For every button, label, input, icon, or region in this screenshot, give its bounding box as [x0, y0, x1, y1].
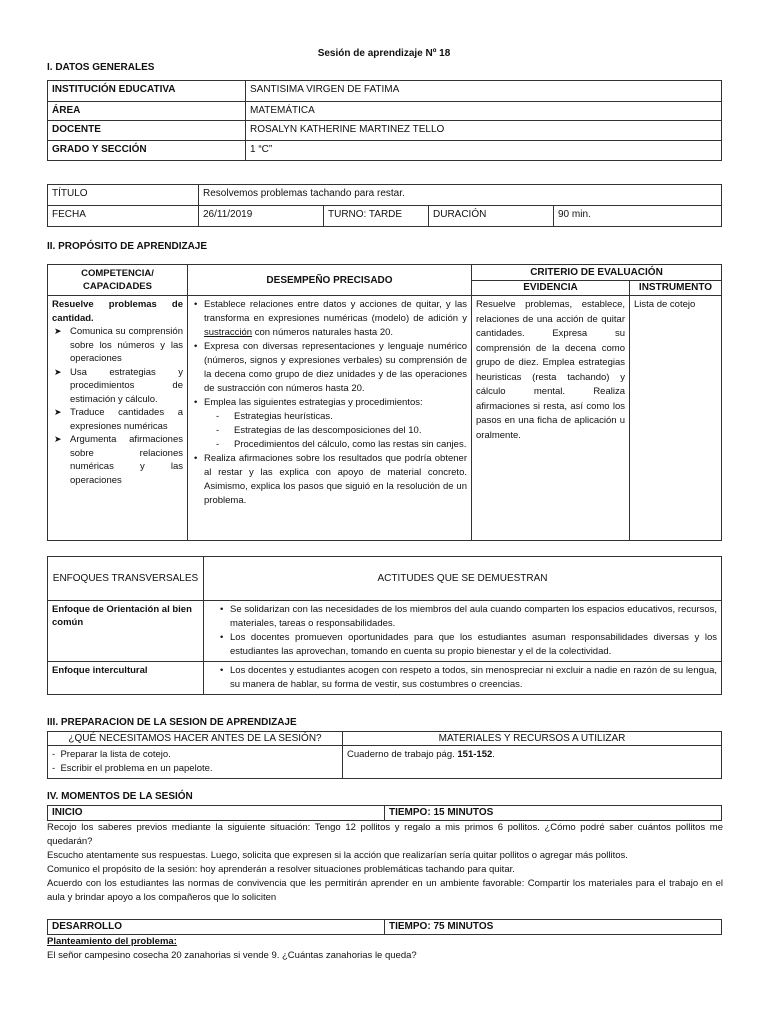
inicio-tiempo: TIEMPO: 15 MINUTOS — [385, 806, 722, 821]
inicio-paragraph: Comunico el propósito de la sesión: hoy aprenderán a resolver situaciones problemáticas tachando para quitar. — [47, 864, 515, 875]
header-competencia: COMPETENCIA/ CAPACIDADES — [48, 265, 188, 296]
desempeno-cell — [188, 296, 472, 541]
desempeno-item: • Expresa con diversas representaciones y lenguaje numérico (números, signos y expresiones verbales) su comprensión de la decena como grupo de diez unidades y de las operaciones de sustracción con números hasta 20. — [204, 340, 467, 396]
proposito-table — [47, 264, 722, 541]
desarrollo-content — [47, 935, 723, 963]
capacidades-list — [52, 325, 183, 487]
desarrollo-tiempo: TIEMPO: 75 MINUTOS — [385, 920, 722, 935]
actitudes-list — [218, 664, 717, 692]
capacidad-item: ➤ Usa estrategias y procedimientos de estimación y cálculo. — [70, 366, 183, 407]
inicio-label: INICIO — [48, 806, 385, 821]
actitudes-bien-comun — [204, 601, 722, 662]
section-datos-generales: I. DATOS GENERALES — [47, 62, 155, 73]
turno-value: TURNO: TARDE — [324, 206, 429, 227]
instrumento-cell: Lista de cotejo — [630, 296, 722, 541]
desarrollo-label: DESARROLLO — [48, 920, 385, 935]
planteamiento-heading: Planteamiento del problema: — [47, 936, 177, 947]
desempeno-item: • Emplea las siguientes estrategias y procedimientos: — [204, 396, 467, 410]
header-desempeno: DESEMPEÑO PRECISADO — [188, 265, 472, 296]
preparacion-items — [48, 746, 343, 779]
datos-generales-table — [47, 80, 722, 161]
titulo-value: Resolvemos problemas tachando para restar. — [199, 185, 722, 206]
actitud-item: • Los docentes promueven oportunidades para que los estudiantes asuman responsabilidades diversas y los estudiantes las aprovechan, tomando en cuenta su propio bienestar y el de la colectividad. — [230, 631, 717, 659]
desempeno-item: • Realiza afirmaciones sobre los resultados que podría obtener al restar y las explica con apoyo de material concreto. Asimismo, explica los pasos que siguió en la resolución de un problema. — [204, 452, 467, 508]
competencia-cell — [48, 296, 188, 541]
fecha-label: FECHA — [48, 206, 199, 227]
header-criterio: CRITERIO DE EVALUACIÓN — [472, 265, 722, 281]
preparacion-item: - Escribir el problema en un papelote. — [52, 763, 213, 774]
area-label: ÁREA — [48, 102, 246, 121]
actitudes-list — [218, 603, 717, 659]
enfoque-bien-comun: Enfoque de Orientación al bien común — [48, 601, 204, 662]
header-antes-sesion: ¿QUÉ NECESITAMOS HACER ANTES DE LA SESIÓN? — [48, 732, 343, 746]
header-materiales: MATERIALES Y RECURSOS A UTILIZAR — [343, 732, 722, 746]
duracion-value: 90 min. — [554, 206, 722, 227]
actitudes-intercultural — [204, 662, 722, 695]
estrategia-item: - Estrategias heurísticas. — [234, 410, 467, 424]
grado-label: GRADO Y SECCIÓN — [48, 141, 246, 161]
section-preparacion: III. PREPARACION DE LA SESION DE APRENDIZAJE — [47, 717, 297, 728]
problema-text: El señor campesino cosecha 20 zanahorias si vende 9. ¿Cuántas zanahorias le queda? — [47, 950, 417, 961]
desarrollo-table — [47, 919, 722, 935]
duracion-label: DURACIÓN — [429, 206, 554, 227]
desempeno-list-cont — [192, 452, 467, 508]
evidencia-cell: Resuelve problemas, establece, relaciones de una acción de quitar cantidades. Expresa su comprensión de la decena como grupo de diez. Emplea estrategias heuristicas (resta tachando) y cálculo mental. Realiza afirmaciones si resta, así como los pasos en una ficha de aplicación u oralmente. — [472, 296, 630, 541]
inicio-paragraph: Escucho atentamente sus respuestas. Luego, solicita que expresen si la acción que realizarían sería quitar pollitos o agregar más pollitos. — [47, 850, 628, 861]
titulo-fecha-table — [47, 184, 722, 227]
preparacion-item: - Preparar la lista de cotejo. — [52, 749, 171, 760]
desempeno-item: • Establece relaciones entre datos y acciones de quitar, y las transforma en expresiones numéricas (modelo) de adición y sustracción con números naturales hasta 20. — [204, 298, 467, 340]
capacidad-item: ➤ Comunica su comprensión sobre los números y las operaciones — [70, 325, 183, 366]
header-evidencia: EVIDENCIA — [472, 280, 630, 296]
desempeno-list — [192, 298, 467, 410]
section-momentos: IV. MOMENTOS DE LA SESIÓN — [47, 791, 193, 802]
estrategias-list — [192, 410, 467, 452]
header-instrumento: INSTRUMENTO — [630, 280, 722, 296]
page-title: Sesión de aprendizaje Nº 18 — [317, 48, 451, 59]
capacidad-item: ➤ Traduce cantidades a expresiones numéricas — [70, 406, 183, 433]
institucion-label: INSTITUCIÓN EDUCATIVA — [48, 81, 246, 102]
area-value: MATEMÁTICA — [246, 102, 722, 121]
competencia-text: Resuelve problemas de cantidad. — [52, 299, 183, 324]
docente-label: DOCENTE — [48, 121, 246, 141]
enfoques-table — [47, 556, 722, 695]
inicio-paragraph: Recojo los saberes previos mediante la siguiente situación: Tengo 12 pollitos y regalo a mis primos 6 pollitos. ¿Cómo podré saber cuántos pollitos me quedarán? — [47, 822, 723, 847]
fecha-value: 26/11/2019 — [199, 206, 324, 227]
institucion-value: SANTISIMA VIRGEN DE FATIMA — [246, 81, 722, 102]
capacidad-item: ➤ Argumenta afirmaciones sobre relaciones numéricas y las operaciones — [70, 433, 183, 487]
enfoque-intercultural: Enfoque intercultural — [48, 662, 204, 695]
header-enfoques: ENFOQUES TRANSVERSALES — [48, 557, 204, 601]
actitud-item: • Los docentes y estudiantes acogen con respeto a todos, sin menospreciar ni excluir a nadie en razón de su lengua, su manera de hablar, su forma de vestir, sus costumbres o creencias. — [230, 664, 717, 692]
section-proposito: II. PROPÓSITO DE APRENDIZAJE — [47, 241, 208, 252]
titulo-label: TÍTULO — [48, 185, 199, 206]
header-actitudes: ACTITUDES QUE SE DEMUESTRAN — [204, 557, 722, 601]
actitud-item: • Se solidarizan con las necesidades de los miembros del aula cuando comparten los espacios educativos, recursos, materiales, tareas o responsabilidades. — [230, 603, 717, 631]
preparacion-table — [47, 731, 722, 779]
inicio-table — [47, 805, 722, 821]
estrategia-item: - Estrategias de las descomposiciones del 10. — [234, 424, 467, 438]
docente-value: ROSALYN KATHERINE MARTINEZ TELLO — [246, 121, 722, 141]
inicio-paragraph: Acuerdo con los estudiantes las normas de convivencia que les permitirán aprender en un ambiente favorable: Compartir los materiales para el trabajo en el aula y brindar apoyo a los compañeros que lo soliciten — [47, 878, 723, 903]
estrategia-item: - Procedimientos del cálculo, como las restas sin canjes. — [234, 438, 467, 452]
materiales-cell: Cuaderno de trabajo pág. 151-152. — [343, 746, 722, 779]
grado-value: 1 “C” — [246, 141, 722, 161]
inicio-content — [47, 821, 723, 905]
